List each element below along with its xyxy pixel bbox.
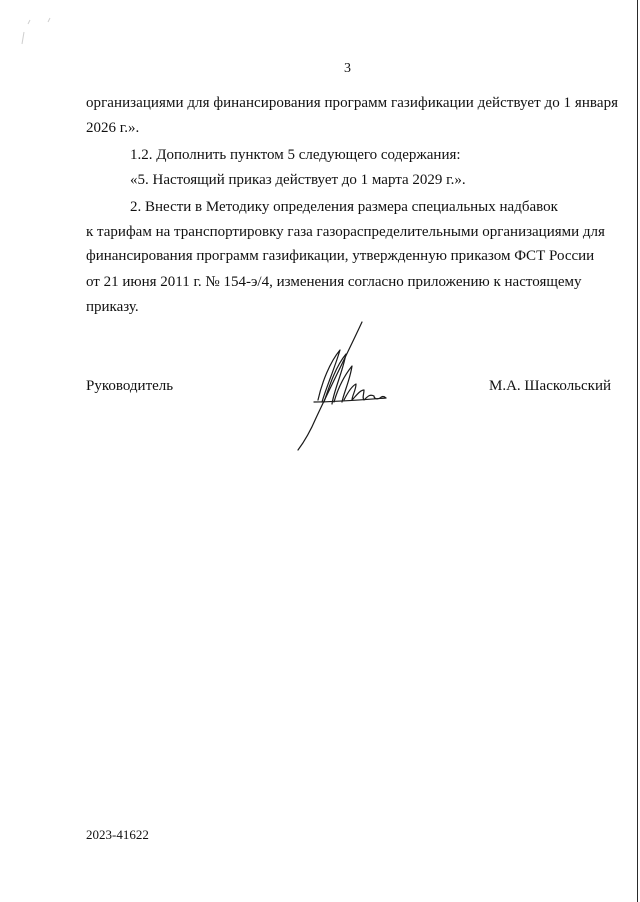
handwritten-signature xyxy=(290,318,400,454)
paragraph-line: «5. Настоящий приказ действует до 1 марта 2029 г.». xyxy=(130,172,466,188)
signatory-name: М.А. Шаскольский xyxy=(489,378,612,394)
signatory-role: Руководитель xyxy=(86,378,174,394)
page-number: 3 xyxy=(344,61,351,76)
paragraph-line: финансирования программ газификации, утвержденную приказом ФСТ России xyxy=(86,248,595,264)
paragraph-line: от 21 июня 2011 г. № 154-э/4, изменения согласно приложению к настоящему xyxy=(86,274,582,290)
scan-edge-line xyxy=(637,0,638,902)
paragraph-line: 2026 г.». xyxy=(86,120,140,136)
paragraph-line: 2. Внести в Методику определения размера специальных надбавок xyxy=(130,199,558,215)
paragraph-line: к тарифам на транспортировку газа газораспределительными организациями для xyxy=(86,224,605,240)
scan-corner-mark xyxy=(18,14,58,54)
paragraph-line: организациями для финансирования программ газификации действует до 1 января xyxy=(86,95,619,111)
paragraph-line: 1.2. Дополнить пунктом 5 следующего содержания: xyxy=(130,147,461,163)
document-registration-number: 2023-41622 xyxy=(86,827,149,842)
paragraph-line: приказу. xyxy=(86,299,139,315)
